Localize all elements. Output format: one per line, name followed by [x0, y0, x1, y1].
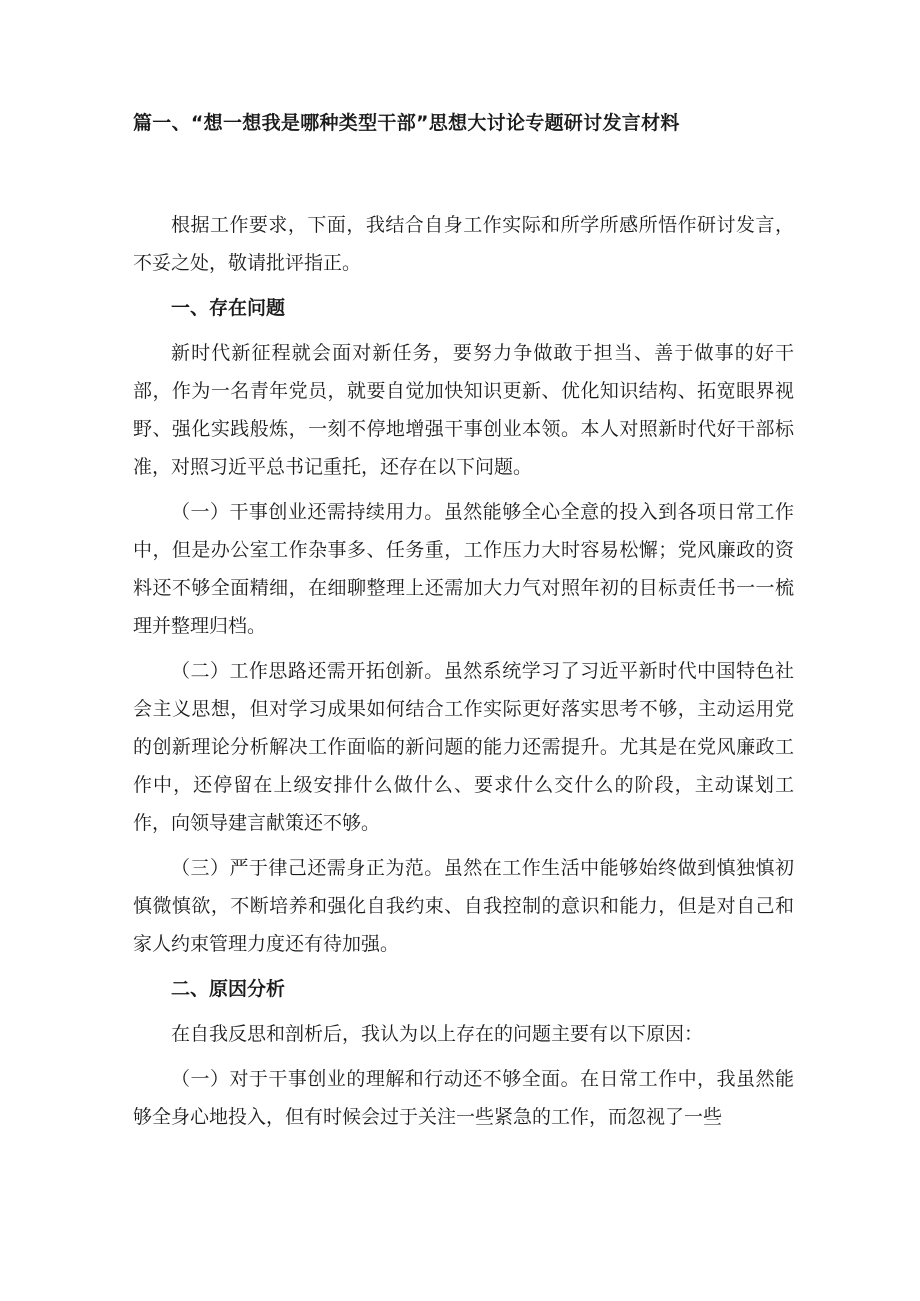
paragraph-causes-intro: 在自我反思和剖析后，我认为以上存在的问题主要有以下原因：: [171, 1023, 704, 1045]
document-body: [133, 206, 794, 1143]
paragraph-problems-overview: 新时代新征程就会面对新任务，要努力争做敢于担当、善于做事的好干部，作为一名青年党员，就要自觉加快知识更新、优化知识结构、拓宽眼界视野、强化实践般炼，一刻不停地增强干事创业本领。本人对照新时代好干部标准，对照习近平总书记重托，还存在以下问题。: [133, 342, 794, 478]
section-heading-problems: 一、存在问题: [171, 297, 286, 319]
paragraph-problem-3: （三）严于律己还需身正为范。虽然在工作生活中能够始终做到慎独慎初慎微慎欲，不断培养和强化自我约束、自我控制的意识和能力，但是对自己和家人约束管理力度还有待加强。: [133, 857, 794, 955]
paragraph-problem-2: （二）工作思路还需开拓创新。虽然系统学习了习近平新时代中国特色社会主义思想，但对学习成果如何结合工作实际更好落实思考不够，主动运用党的创新理论分析解决工作面临的新问题的能力还需提升。尤其是在党风廉政工作中，还停留在上级安排什么做什么、要求什么交什么的阶段，主动谋划工作，向领导建言献策还不够。: [133, 660, 794, 834]
paragraph-problem-1: （一）干事创业还需持续用力。虽然能够全心全意的投入到各项日常工作中，但是办公室工作杂事多、任务重，工作压力大时容易松懈；党风廉政的资料还不够全面精细，在细聊整理上还需加大力气对照年初的目标责任书一一梳理并整理归档。: [133, 501, 794, 637]
paragraph-intro: 根据工作要求，下面，我结合自身工作实际和所学所感所悟作研讨发言，不妥之处，敬请批评指正。: [133, 214, 794, 274]
section-heading-causes: 二、原因分析: [171, 978, 286, 1000]
document-title: 篇一、“想一想我是哪种类型干部”思想大讨论专题研讨发言材料: [133, 112, 680, 134]
paragraph-cause-1: （一）对于干事创业的理解和行动还不够全面。在日常工作中，我虽然能够全身心地投入，但有时候会过于关注一些紧急的工作，而忽视了一些: [133, 1068, 794, 1128]
